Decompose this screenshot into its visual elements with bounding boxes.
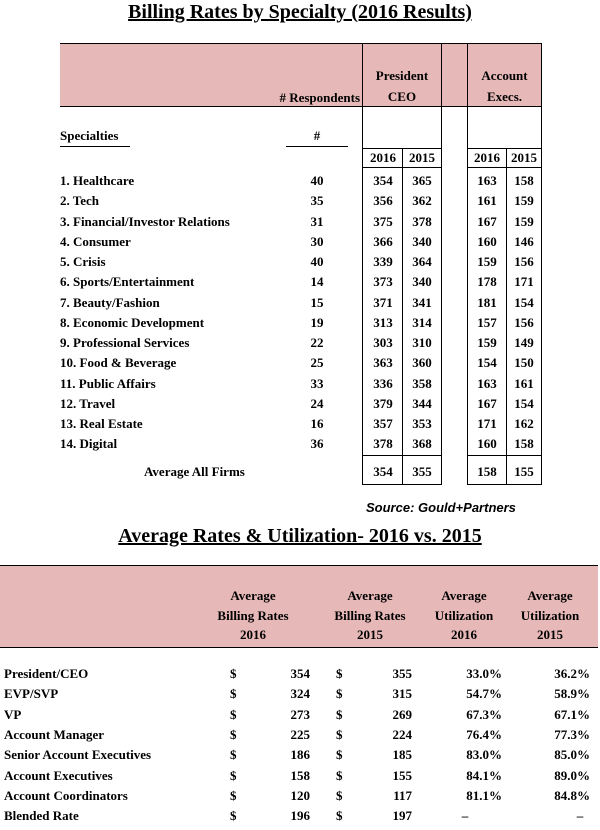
respondent-count: 16 — [310, 416, 324, 431]
president-2015: 344 — [412, 395, 432, 411]
billing-2016: 273 — [290, 706, 310, 722]
billing-2015: 185 — [392, 747, 412, 763]
table2-column-header: 2016 — [240, 627, 266, 642]
account-2015: 158 — [514, 173, 534, 188]
average-label: Average All Firms — [144, 464, 245, 479]
president-2015: 368 — [412, 436, 432, 452]
currency-sign: $ — [336, 666, 343, 681]
currency-sign: $ — [336, 787, 343, 803]
utilization-2015: 67.1% — [554, 706, 590, 722]
respondent-count: 40 — [310, 254, 324, 269]
year-header: 2016 — [370, 150, 396, 165]
account-2016: 181 — [477, 294, 497, 310]
president-2016: 336 — [373, 375, 393, 391]
president-2015: 362 — [412, 193, 432, 209]
account-2015: 149 — [514, 335, 534, 350]
table-row — [0, 684, 600, 704]
table2-header-rule — [0, 647, 598, 648]
currency-sign: $ — [230, 747, 237, 763]
president-2015: 340 — [412, 233, 432, 249]
billing-2016: 158 — [290, 767, 310, 783]
president-2016: 379 — [373, 395, 393, 411]
year-header: 2015 — [511, 150, 537, 165]
billing-2015: 269 — [392, 706, 412, 722]
table-row — [0, 232, 600, 252]
currency-sign: $ — [230, 686, 237, 702]
president-2016: 356 — [373, 193, 393, 209]
section-title: Average Rates & Utilization- 2016 vs. 2015 — [118, 525, 482, 547]
president-2016: 363 — [373, 355, 393, 371]
specialty-name: 11. Public Affairs — [60, 375, 156, 391]
respondent-count: 33 — [310, 375, 324, 391]
table-row — [0, 664, 600, 684]
table-row — [0, 171, 600, 191]
table2-top-rule — [0, 565, 598, 566]
table-row — [0, 725, 600, 745]
account-2016: 163 — [477, 375, 497, 391]
average-value: 354 — [373, 464, 393, 479]
account-2016: 159 — [477, 335, 497, 350]
account-2016: 161 — [477, 193, 497, 209]
respondent-count: 31 — [310, 213, 324, 229]
utilization-2015: 89.0% — [554, 767, 590, 783]
currency-sign: $ — [230, 706, 237, 722]
respondent-count: 24 — [310, 395, 324, 411]
utilization-2016: 84.1% — [466, 767, 502, 783]
utilization-2015: 58.9% — [554, 686, 590, 702]
president-2016: 366 — [373, 233, 393, 249]
page-title: Billing Rates by Specialty (2016 Results) — [128, 1, 472, 23]
table-row — [0, 705, 600, 725]
table2-column-header: Utilization — [520, 607, 580, 623]
respondent-count: 25 — [310, 355, 324, 371]
president-2015: 314 — [412, 314, 432, 330]
respondent-count: 30 — [310, 233, 324, 249]
president-2015: 378 — [412, 213, 432, 229]
respondents-header: # Respondents — [279, 90, 360, 105]
utilization-2015: 84.8% — [554, 787, 590, 803]
specialty-name: 7. Beauty/Fashion — [60, 294, 160, 310]
currency-sign: $ — [230, 787, 237, 803]
utilization-2015: – — [576, 808, 584, 824]
table1-rule — [467, 484, 542, 485]
president-2016: 373 — [373, 274, 393, 290]
account-2015: 150 — [514, 355, 534, 371]
president-2016: 378 — [373, 436, 393, 452]
account-2015: 154 — [514, 395, 534, 411]
specialty-name: 10. Food & Beverage — [60, 355, 177, 371]
billing-2015: 117 — [393, 787, 412, 803]
billing-2015: 155 — [392, 767, 412, 783]
year-header: 2015 — [409, 150, 435, 165]
hash-label: # — [313, 128, 321, 143]
account-header: Account — [481, 68, 528, 83]
respondent-count: 14 — [310, 274, 324, 290]
table-row — [0, 333, 600, 353]
utilization-2016: 67.3% — [466, 706, 502, 722]
specialty-name: 1. Healthcare — [60, 173, 135, 188]
source-note: Source: Gould+Partners — [366, 500, 516, 515]
role-name: Blended Rate — [4, 808, 79, 824]
account-2015: 171 — [514, 274, 534, 290]
utilization-2016: 54.7% — [466, 686, 502, 702]
table2-column-header: Average — [527, 588, 573, 603]
president-2015: 340 — [412, 274, 432, 290]
president-2016: 357 — [373, 416, 393, 431]
account-2016: 160 — [477, 436, 497, 452]
billing-2016: 324 — [290, 686, 310, 702]
currency-sign: $ — [230, 666, 237, 681]
table-row — [0, 313, 600, 333]
table-row — [0, 766, 600, 786]
account-2015: 161 — [514, 375, 534, 391]
table1-rule — [467, 167, 542, 168]
table2-column-header: 2016 — [451, 627, 477, 642]
president-2016: 375 — [373, 213, 393, 229]
table-row — [0, 212, 600, 232]
table-row — [0, 374, 600, 394]
table-row — [0, 394, 600, 414]
table1-rule — [362, 167, 442, 168]
billing-2016: 225 — [290, 726, 310, 742]
account-header: Execs. — [486, 89, 523, 104]
table-row — [0, 252, 600, 272]
respondent-count: 19 — [310, 314, 324, 330]
president-2015: 358 — [412, 375, 432, 391]
account-2016: 167 — [477, 395, 497, 411]
president-2015: 364 — [412, 254, 432, 269]
president-2016: 313 — [373, 314, 393, 330]
currency-sign: $ — [336, 747, 343, 763]
table1-rule — [362, 455, 442, 456]
specialty-name: 2. Tech — [60, 193, 100, 209]
table-row — [0, 293, 600, 313]
account-2015: 159 — [514, 193, 534, 209]
utilization-2016: 81.1% — [466, 787, 502, 803]
currency-sign: $ — [336, 767, 343, 783]
currency-sign: $ — [336, 686, 343, 702]
utilization-2015: 77.3% — [554, 726, 590, 742]
utilization-2015: 85.0% — [554, 747, 590, 763]
billing-2015: 224 — [392, 726, 412, 742]
table2-column-header: Average — [441, 588, 487, 603]
table1-top-rule — [60, 43, 541, 44]
table2-column-header: 2015 — [537, 627, 563, 642]
account-2016: 178 — [477, 274, 497, 290]
specialty-name: 14. Digital — [60, 436, 118, 452]
billing-2015: 197 — [392, 808, 412, 824]
role-name: VP — [4, 706, 22, 722]
president-2015: 341 — [412, 294, 432, 310]
president-2016: 354 — [373, 173, 393, 188]
account-2016: 171 — [477, 416, 497, 431]
currency-sign: $ — [336, 706, 343, 722]
currency-sign: $ — [336, 726, 343, 742]
table-row — [0, 806, 600, 826]
table-row — [0, 434, 600, 454]
table-row — [0, 414, 600, 434]
account-2015: 158 — [514, 436, 534, 452]
table2-column-header: Billing Rates — [334, 607, 406, 623]
specialty-name: 6. Sports/Entertainment — [60, 274, 195, 290]
account-2015: 156 — [514, 254, 534, 269]
specialty-name: 8. Economic Development — [60, 314, 205, 330]
president-2015: 353 — [412, 416, 432, 431]
account-2016: 154 — [477, 355, 497, 371]
respondent-count: 15 — [310, 294, 324, 310]
specialty-name: 13. Real Estate — [60, 416, 143, 431]
account-2016: 167 — [477, 213, 497, 229]
president-header: CEO — [387, 89, 417, 104]
table2-column-header: 2015 — [357, 627, 383, 642]
billing-2016: 354 — [290, 666, 310, 681]
currency-sign: $ — [230, 808, 237, 824]
president-2015: 360 — [412, 355, 432, 371]
billing-2016: 196 — [290, 808, 310, 824]
average-value: 158 — [477, 464, 497, 479]
utilization-2016: – — [461, 808, 469, 824]
account-2015: 162 — [514, 416, 534, 431]
account-2016: 157 — [477, 314, 497, 330]
table-row — [0, 745, 600, 765]
respondent-count: 36 — [310, 436, 324, 452]
table2-column-header: Billing Rates — [217, 607, 289, 623]
president-2015: 365 — [412, 173, 432, 188]
utilization-2016: 76.4% — [466, 726, 502, 742]
president-header: President — [375, 68, 429, 83]
account-2015: 156 — [514, 314, 534, 330]
hash-underline — [286, 146, 348, 147]
specialty-name: 12. Travel — [60, 395, 116, 411]
role-name: President/CEO — [4, 666, 89, 681]
table2-column-header: Average — [347, 588, 393, 603]
billing-2016: 186 — [290, 747, 310, 763]
account-2016: 163 — [477, 173, 497, 188]
billing-2015: 315 — [392, 686, 412, 702]
specialty-name: 3. Financial/Investor Relations — [60, 213, 230, 229]
currency-sign: $ — [230, 726, 237, 742]
table-row — [0, 786, 600, 806]
billing-2016: 120 — [290, 787, 310, 803]
utilization-2016: 33.0% — [466, 666, 502, 681]
utilization-2016: 83.0% — [466, 747, 502, 763]
president-2016: 339 — [373, 254, 393, 269]
table2-column-header: Utilization — [434, 607, 494, 623]
table-row — [0, 272, 600, 292]
currency-sign: $ — [336, 808, 343, 824]
table1-rule — [362, 484, 442, 485]
billing-2015: 355 — [392, 666, 412, 681]
specialty-name: 4. Consumer — [60, 233, 131, 249]
respondent-count: 22 — [310, 335, 324, 350]
table2-column-header: Average — [230, 588, 276, 603]
role-name: Senior Account Executives — [4, 747, 152, 763]
account-2015: 146 — [514, 233, 534, 249]
account-2015: 154 — [514, 294, 534, 310]
average-value: 155 — [514, 464, 534, 479]
year-header: 2016 — [474, 150, 500, 165]
respondent-count: 35 — [310, 193, 324, 209]
table1-rule — [467, 455, 542, 456]
respondent-count: 40 — [310, 173, 324, 188]
currency-sign: $ — [230, 767, 237, 783]
specialties-label: Specialties — [60, 128, 119, 143]
president-2016: 303 — [373, 335, 393, 350]
role-name: Account Coordinators — [4, 787, 128, 803]
role-name: EVP/SVP — [4, 686, 59, 702]
role-name: Account Executives — [4, 767, 113, 783]
president-2016: 371 — [373, 294, 393, 310]
account-2016: 159 — [477, 254, 497, 269]
specialty-name: 5. Crisis — [60, 254, 106, 269]
account-2016: 160 — [477, 233, 497, 249]
account-2015: 159 — [514, 213, 534, 229]
utilization-2015: 36.2% — [554, 666, 590, 681]
specialty-name: 9. Professional Services — [60, 335, 190, 350]
president-2015: 310 — [412, 335, 432, 350]
specialties-underline — [60, 146, 130, 147]
average-value: 355 — [412, 464, 432, 479]
table-row — [0, 353, 600, 373]
role-name: Account Manager — [4, 726, 105, 742]
table-row — [0, 191, 600, 211]
